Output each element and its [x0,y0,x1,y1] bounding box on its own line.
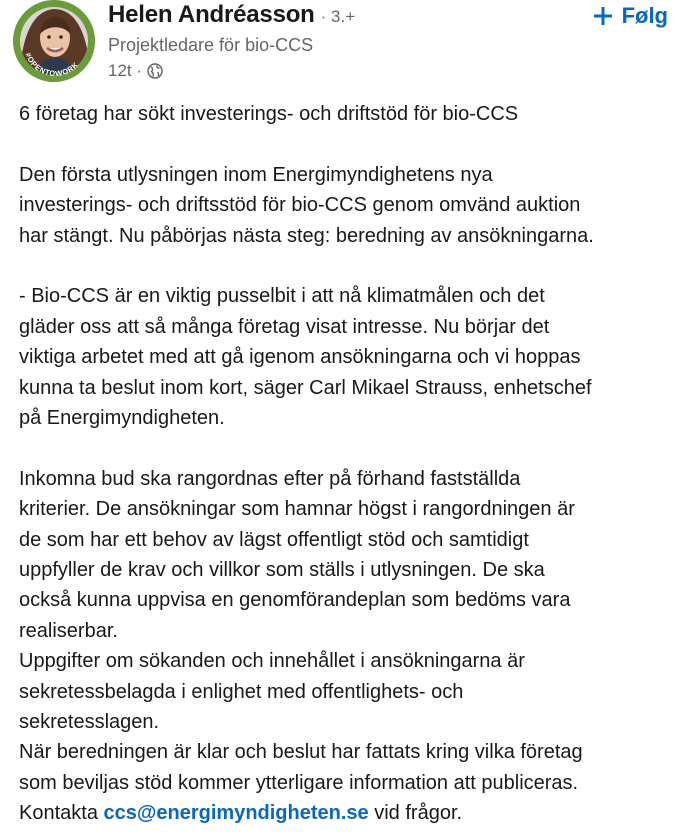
text-line: kunna ta beslut inom kort, säger Carl Mikael Strauss, enhetschef [19,376,592,399]
avatar-photo [13,0,95,82]
author-name[interactable]: Helen Andréasson [108,1,315,28]
post-title: 6 företag har sökt investerings- och driftstöd för bio-CCS [19,103,519,125]
contact-line [19,798,684,828]
text-line: sekretesslagen. [19,711,160,734]
author-name-row [108,1,355,29]
text-line: investerings- och driftsstöd för bio-CCS genom omvänd auktion [19,194,581,217]
post-time: 12t · [108,61,143,80]
text-line: viktiga arbetet med att gå igenom ansökningarna och vi hoppas [19,346,581,369]
post-body [19,99,684,829]
text-line: de som har ett behov av lägst offentligt stöd och samtidigt [19,528,529,551]
contact-suffix: vid frågor. [374,802,463,825]
text-line: Den första utlysningen inom Energimyndighetens nya [19,163,493,186]
text-line: uppfyller de krav och villkor som ställs i utlysningen. De ska [19,559,545,582]
plus-icon [593,6,613,26]
author-headline: Projektledare för bio-CCS [108,35,314,55]
contact-prefix: Kontakta [19,802,98,825]
svg-text:#OPENTOWORK: #OPENTOWORK [23,51,81,79]
text-line: gläder oss att så många företag visat intresse. Nu börjar det [19,315,550,338]
text-line: har stängt. Nu påbörjas nästa steg: beredning av ansökningarna. [19,224,594,247]
text-line: När beredningen är klar och beslut har fattats kring vilka företag [19,741,583,764]
text-line: - Bio-CCS är en viktig pusselbit i att nå klimatmålen och det [19,285,545,308]
post-header [0,0,690,95]
text-line: realiserbar. [19,619,118,642]
text-line: kriterier. De ansökningar som hamnar högst i rangordningen är [19,498,575,521]
avatar[interactable] [13,0,95,82]
follow-label: Følg [621,3,668,28]
follow-button[interactable] [593,3,668,29]
text-line: Inkomna bud ska rangordnas efter på förhand fastställda [19,467,521,490]
text-line: också kunna uppvisa en genomförandeplan som bedöms vara [19,589,571,612]
globe-icon [147,63,163,79]
text-line: som beviljas stöd kommer ytterligare information att publiceras. [19,771,579,794]
text-line: Uppgifter om sökanden och innehållet i ansökningarna är [19,650,525,673]
post-meta [108,61,163,81]
text-line: på Energimyndigheten. [19,407,225,430]
email-link[interactable]: ccs@energimyndigheten.se [103,802,369,825]
connection-degree: · 3.+ [320,7,356,26]
text-line: sekretessbelagda i enlighet med offentlighets- och [19,680,464,703]
